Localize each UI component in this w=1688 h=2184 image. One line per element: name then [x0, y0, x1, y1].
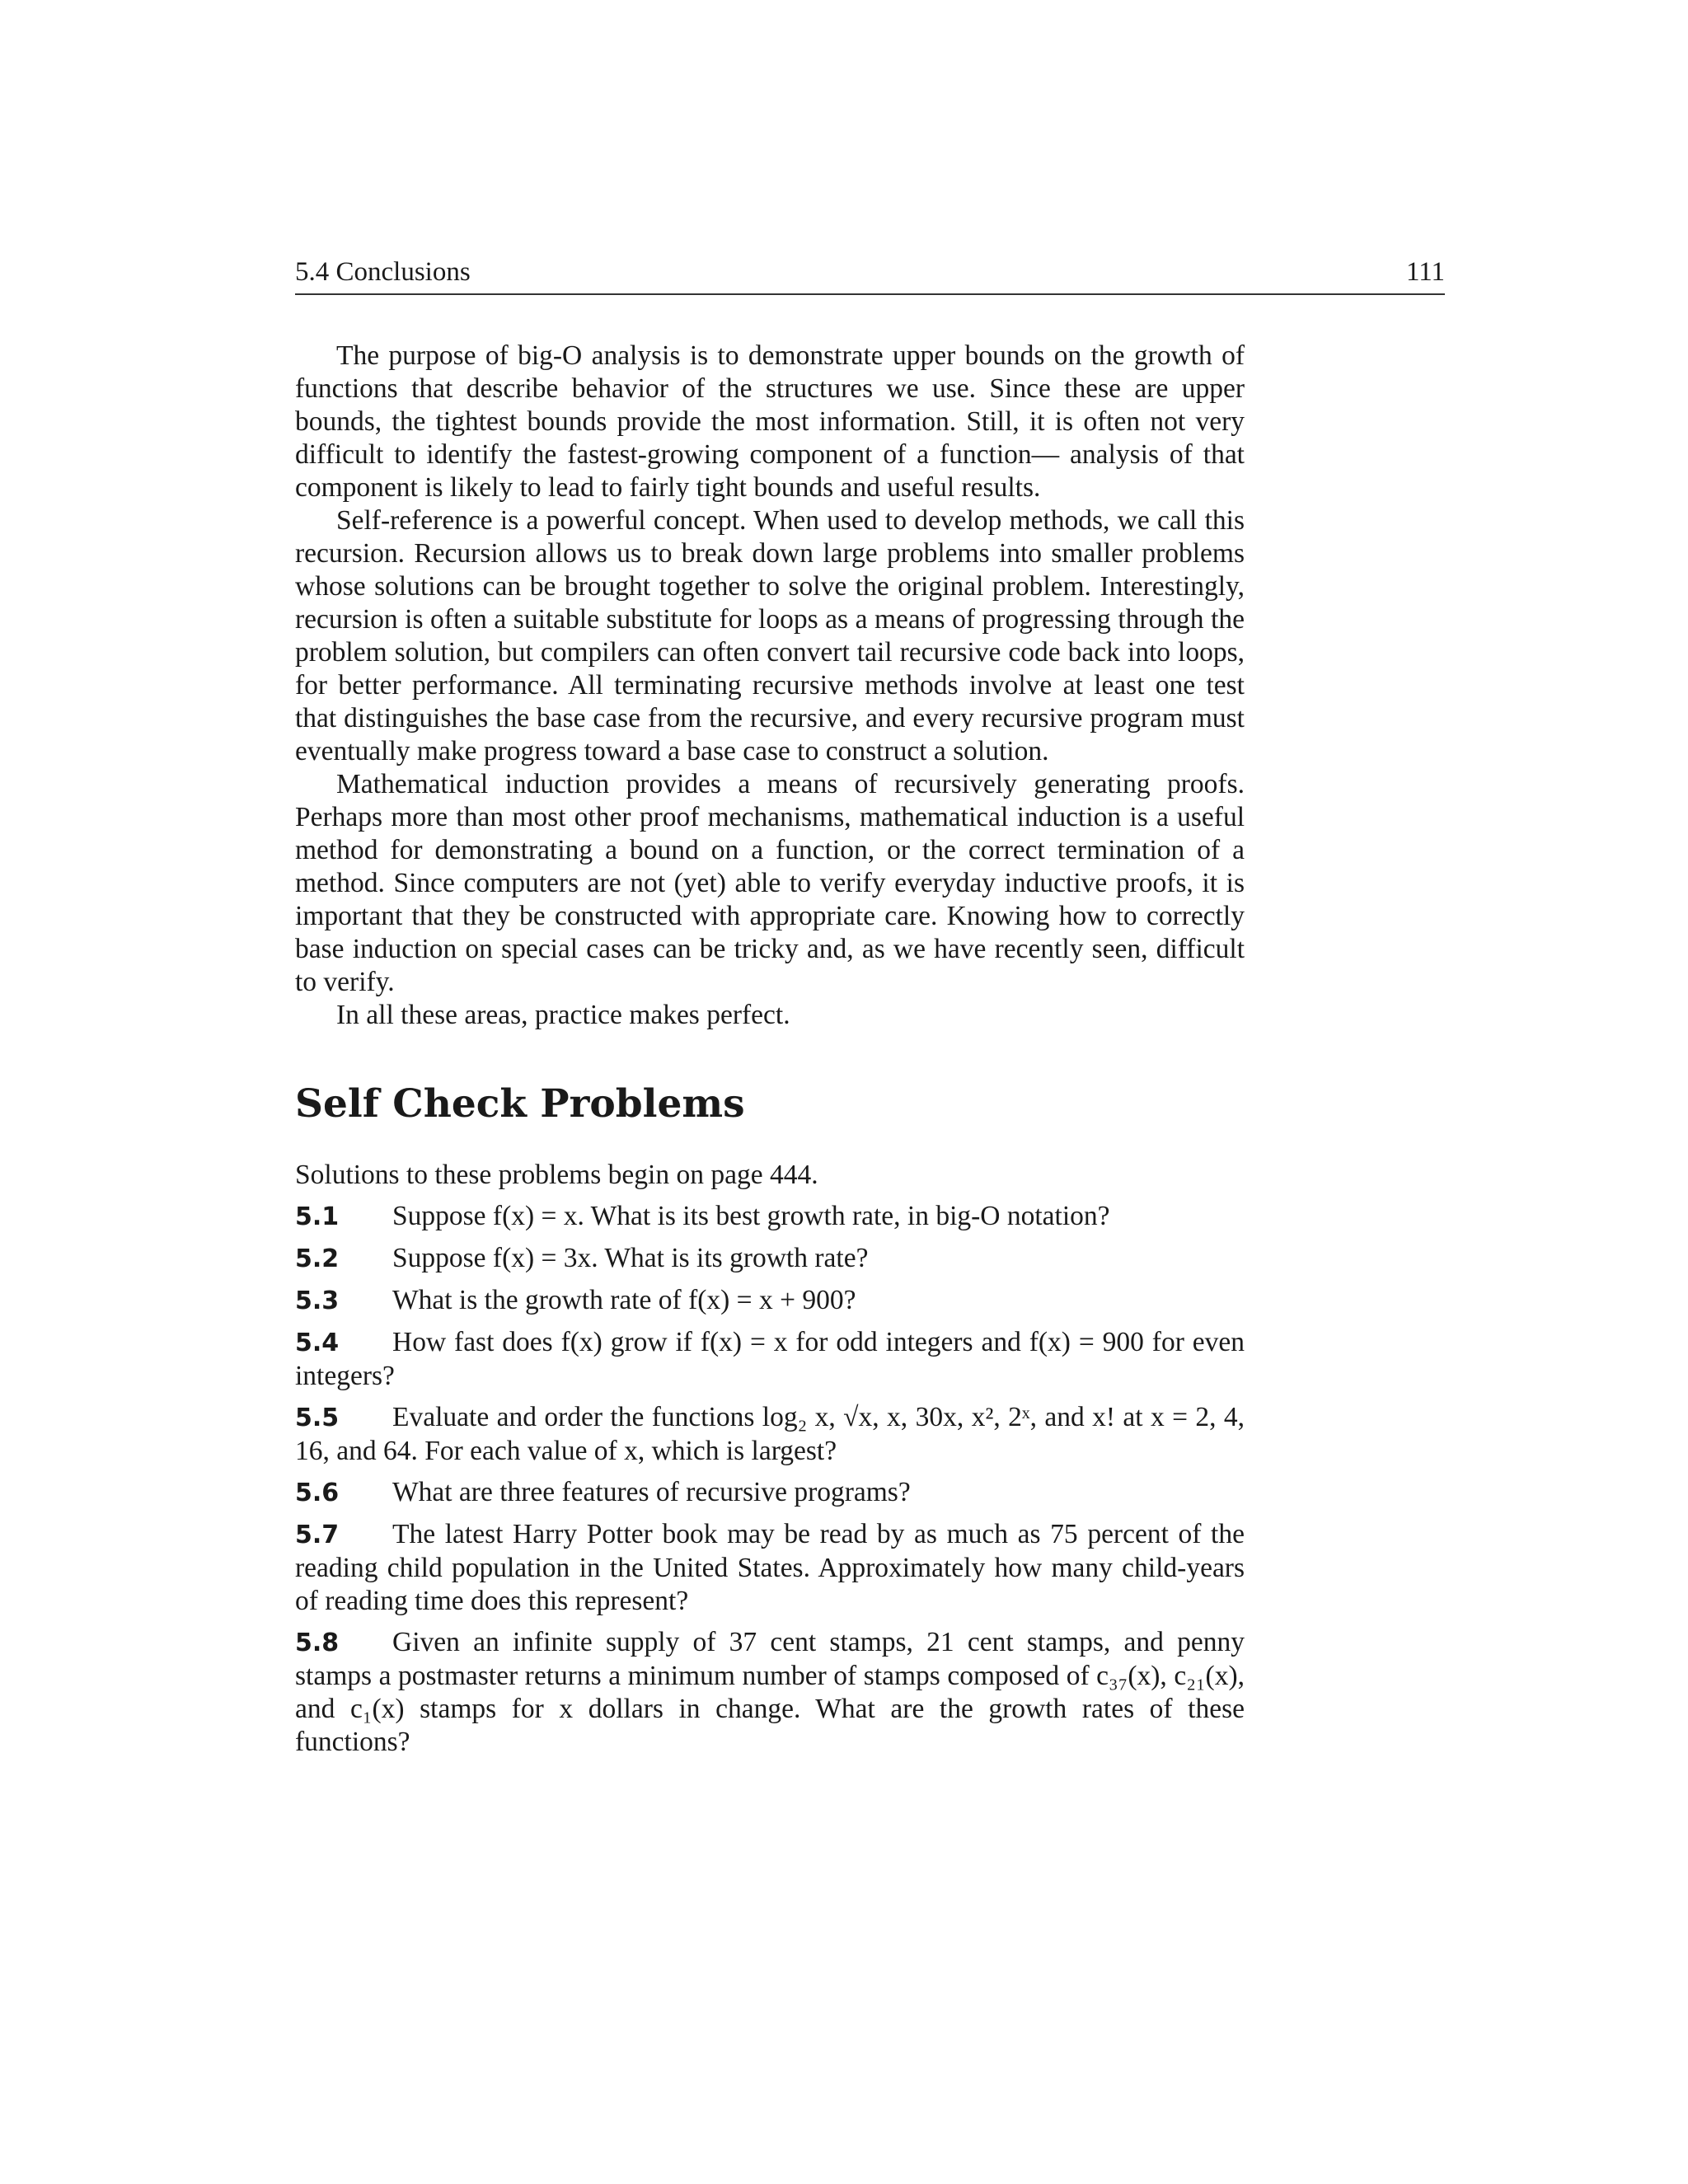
- section-heading: 5.4 Conclusions: [295, 257, 471, 287]
- problem-item: [295, 1200, 1245, 1234]
- problem-number: 5.6: [295, 1479, 340, 1507]
- problem-number: 5.5: [295, 1404, 340, 1432]
- problem-text: Given an infinite supply of 37 cent stamps, 21 cent stamps, and penny stamps a postmaster returns a minimum number of stamps composed of c₃₇(x), c₂₁(x), and c₁(x) stamps for x dollars in change. What are the growth rates of these functions?: [295, 1627, 1245, 1757]
- problem-number: 5.8: [295, 1629, 340, 1657]
- problem-item: [295, 1518, 1245, 1618]
- paragraph-practice: In all these areas, practice makes perfect.: [336, 1000, 790, 1030]
- problem-text: Suppose f(x) = x. What is its best growth rate, in big-O notation?: [392, 1201, 1110, 1231]
- problem-text: Evaluate and order the functions log₂ x, √x, x, 30x, x², 2ˣ, and x! at x = 2, 4, 16, and 64. For each value of x, which is largest?: [295, 1402, 1245, 1466]
- problem-number: 5.1: [295, 1202, 340, 1231]
- problem-item: [295, 1626, 1245, 1759]
- self-check-intro: Solutions to these problems begin on page 444.: [295, 1160, 818, 1190]
- main-text: [295, 340, 1245, 1759]
- running-header: [295, 255, 1445, 295]
- paragraph-big-o: The purpose of big-O analysis is to demonstrate upper bounds on the growth of functions that describe behavior of the structures we use. Since these are upper bounds, the tightest bounds provide the most information. Still, it is often not very difficult to identify the fastest-growing component of a function— analysis of that component is likely to lead to fairly tight bounds and useful results.: [295, 340, 1245, 503]
- problem-text: What is the growth rate of f(x) = x + 900?: [392, 1285, 856, 1315]
- problem-number: 5.4: [295, 1329, 340, 1357]
- problem-number: 5.2: [295, 1244, 340, 1273]
- paragraph-recursion: Self-reference is a powerful concept. When used to develop methods, we call this recursion. Recursion allows us to break down large problems into smaller problems whose solutions can be brought together to solve the original problem. Interestingly, recursion is often a suitable substitute for loops as a means of progressing through the problem solution, but compilers can often convert tail recursive code back into loops, for better performance. All terminating recursive methods involve at least one test that distinguishes the base case from the recursive, and every recursive program must eventually make progress toward a base case to construct a solution.: [295, 505, 1245, 766]
- problem-text: Suppose f(x) = 3x. What is its growth rate?: [392, 1243, 869, 1273]
- problem-item: [295, 1242, 1245, 1276]
- page-number: 111: [1405, 257, 1445, 287]
- problem-text: What are three features of recursive programs?: [392, 1477, 911, 1507]
- book-page: [295, 255, 1445, 1767]
- problem-item: [295, 1476, 1245, 1510]
- problem-item: [295, 1401, 1245, 1468]
- problem-item: [295, 1326, 1245, 1393]
- problem-text: The latest Harry Potter book may be read by as much as 75 percent of the reading child population in the United States. Approximately how many child-years of reading time does this represent?: [295, 1519, 1245, 1616]
- problem-text: How fast does f(x) grow if f(x) = x for odd integers and f(x) = 900 for even integers?: [295, 1327, 1245, 1391]
- problem-number: 5.7: [295, 1521, 340, 1549]
- self-check-title: Self Check Problems: [295, 1081, 745, 1127]
- paragraph-induction: Mathematical induction provides a means of recursively generating proofs. Perhaps more than most other proof mechanisms, mathematical induction is a useful method for demonstrating a bound on a function, or the correct termination of a method. Since computers are not (yet) able to verify everyday inductive proofs, it is important that they be constructed with appropriate care. Knowing how to correctly base induction on special cases can be tricky and, as we have recently seen, difficult to verify.: [295, 769, 1245, 997]
- problem-item: [295, 1284, 1245, 1318]
- problem-number: 5.3: [295, 1286, 340, 1315]
